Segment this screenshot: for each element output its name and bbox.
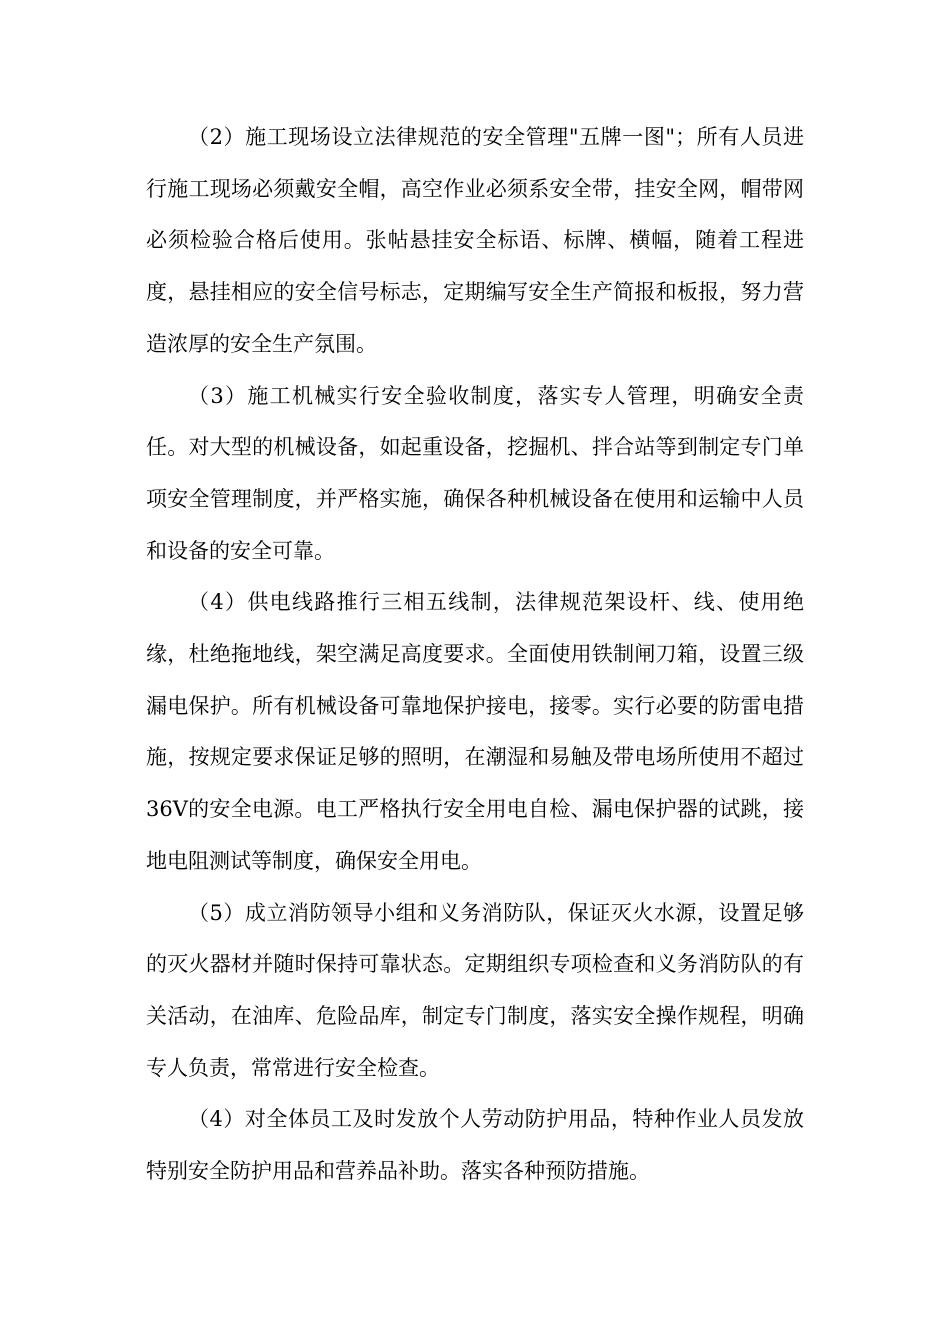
- paragraph-item-5: （5）成立消防领导小组和义务消防队，保证灭火水源，设置足够的灭火器材并随时保持可靠状态。定期组织专项检查和义务消防队的有关活动，在油库、危险品库，制定专门制度，落实安全操作规程，明确专人负责，常常进行安全检查。: [146, 900, 804, 1080]
- paragraph-item-4-power: （4）供电线路推行三相五线制，法律规范架设杆、线、使用绝缘，杜绝拖地线，架空满足高度要求。全面使用铁制闸刀箱，设置三级漏电保护。所有机械设备可靠地保护接电，接零。实行必要的防雷电措施，按规定要求保证足够的照明，在潮湿和易触及带电场所使用不超过36V的安全电源。电工严格执行安全用电自检、漏电保护器的试跳，接地电阻测试等制度，确保安全用电。: [146, 590, 804, 873]
- paragraph-item-3: （3）施工机械实行安全验收制度，落实专人管理，明确安全责任。对大型的机械设备，如起重设备，挖掘机、拌合站等到制定专门单项安全管理制度，并严格实施，确保各种机械设备在使用和运输中人员和设备的安全可靠。: [146, 383, 804, 563]
- paragraph-item-4-protection: （4）对全体员工及时发放个人劳动防护用品，特种作业人员发放特别安全防护用品和营养品补助。落实各种预防措施。: [146, 1107, 804, 1184]
- paragraph-item-2: （2）施工现场设立法律规范的安全管理"五牌一图"；所有人员进行施工现场必须戴安全帽，高空作业必须系安全带，挂安全网，帽带网必须检验合格后使用。张帖悬挂安全标语、标牌、横幅，随着工程进度，悬挂相应的安全信号标志，定期编写安全生产简报和板报，努力营造浓厚的安全生产氛围。: [146, 125, 804, 356]
- document-body: [146, 112, 804, 1198]
